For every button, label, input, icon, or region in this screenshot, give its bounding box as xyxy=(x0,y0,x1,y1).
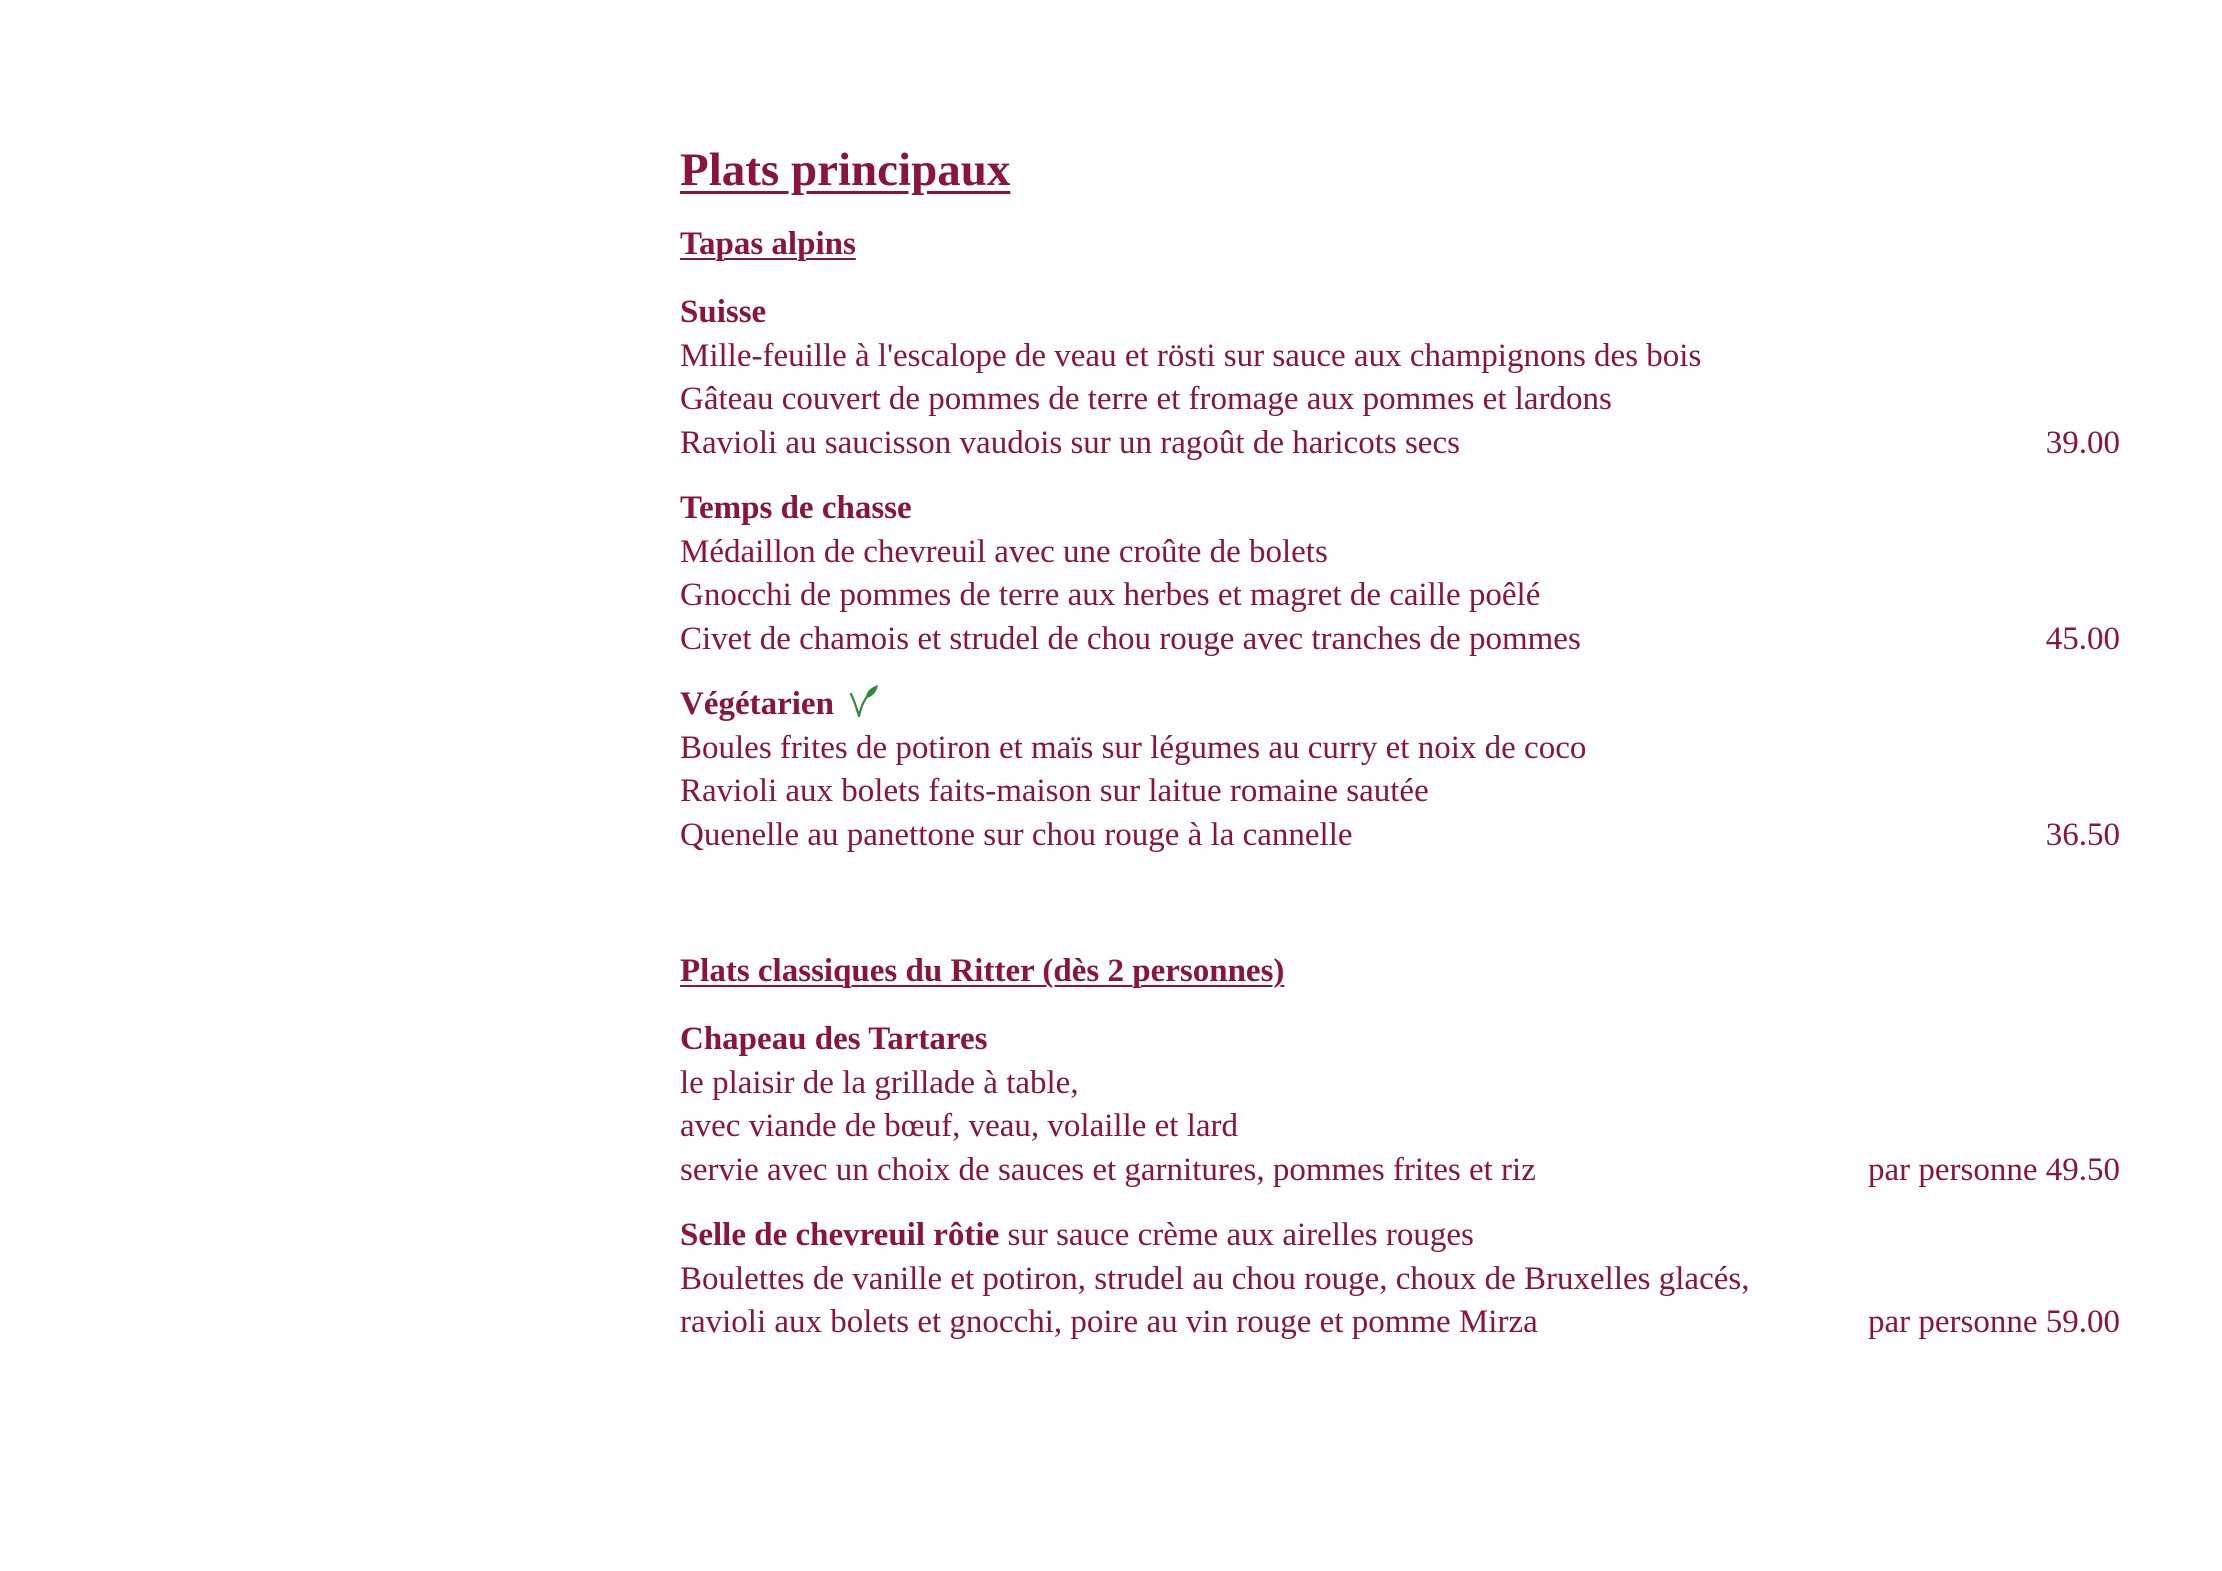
dish-group-heading xyxy=(680,1214,2120,1258)
dish-line-text: servie avec un choix de sauces et garnitures, pommes frites et riz xyxy=(680,1151,1536,1188)
dish-line-text: Ravioli au saucisson vaudois sur un ragoût de haricots secs xyxy=(680,424,1460,461)
price: 39.00 xyxy=(2045,424,2120,461)
dish-line-last xyxy=(680,1149,2120,1193)
dish-group-chapeau-des-tartares xyxy=(680,1018,2120,1192)
dish-group-suisse xyxy=(680,291,2120,465)
dish-line-text: Quenelle au panettone sur chou rouge à la cannelle xyxy=(680,816,1353,853)
price: par personne 59.00 xyxy=(1867,1304,2120,1340)
page-title: Plats principaux xyxy=(680,144,1011,196)
dish-line-text: ravioli aux bolets et gnocchi, poire au vin rouge et pomme Mirza xyxy=(680,1304,1538,1340)
dish-group-name: Selle de chevreuil rôtie xyxy=(680,1217,1000,1253)
dish-line-last xyxy=(680,618,2120,662)
dish-group-temps-de-chasse xyxy=(680,487,2120,661)
dish-group-name: Végétarien xyxy=(680,686,834,722)
dish-group-name: Suisse xyxy=(680,294,767,330)
dish-line-last xyxy=(680,814,2120,858)
dish-group-vegetarien xyxy=(680,683,2120,857)
dish-group-selle-de-chevreuil xyxy=(680,1214,2120,1345)
dish-line: Gnocchi de pommes de terre aux herbes et magret de caille poêlé xyxy=(680,577,1541,613)
section-title-tapas-alpins: Tapas alpins xyxy=(680,226,856,262)
dish-group-name-suffix: sur sauce crème aux airelles rouges xyxy=(999,1217,1474,1253)
menu-column xyxy=(680,138,2120,1345)
dish-line: Gâteau couvert de pommes de terre et fromage aux pommes et lardons xyxy=(680,381,1612,417)
vegetarian-leaf-icon xyxy=(846,684,880,718)
price: 45.00 xyxy=(2045,620,2120,657)
dish-group-heading xyxy=(680,683,2120,727)
price: 36.50 xyxy=(2045,816,2120,853)
dish-line-last xyxy=(680,422,2120,466)
dish-line: Boulettes de vanille et potiron, strudel au chou rouge, choux de Bruxelles glacés, xyxy=(680,1260,1750,1297)
dish-group-name: Chapeau des Tartares xyxy=(680,1021,988,1057)
dish-line-text: Civet de chamois et strudel de chou rouge avec tranches de pommes xyxy=(680,620,1581,657)
dish-line: Mille-feuille à l'escalope de veau et rösti sur sauce aux champignons des bois xyxy=(680,337,1702,374)
dish-line: Médaillon de chevreuil avec une croûte de bolets xyxy=(680,533,1328,570)
price: par personne 49.50 xyxy=(1867,1151,2120,1188)
dish-line-last xyxy=(680,1301,2120,1345)
dish-line: Ravioli aux bolets faits-maison sur laitue romaine sautée xyxy=(680,773,1429,809)
dish-line: le plaisir de la grillade à table, xyxy=(680,1064,1079,1101)
dish-line: Boules frites de potiron et maïs sur légumes au curry et noix de coco xyxy=(680,729,1587,766)
dish-line: avec viande de bœuf, veau, volaille et lard xyxy=(680,1108,1239,1144)
section-title-plats-classiques: Plats classiques du Ritter (dès 2 personnes) xyxy=(680,953,1285,989)
dish-group-name: Temps de chasse xyxy=(680,490,912,526)
